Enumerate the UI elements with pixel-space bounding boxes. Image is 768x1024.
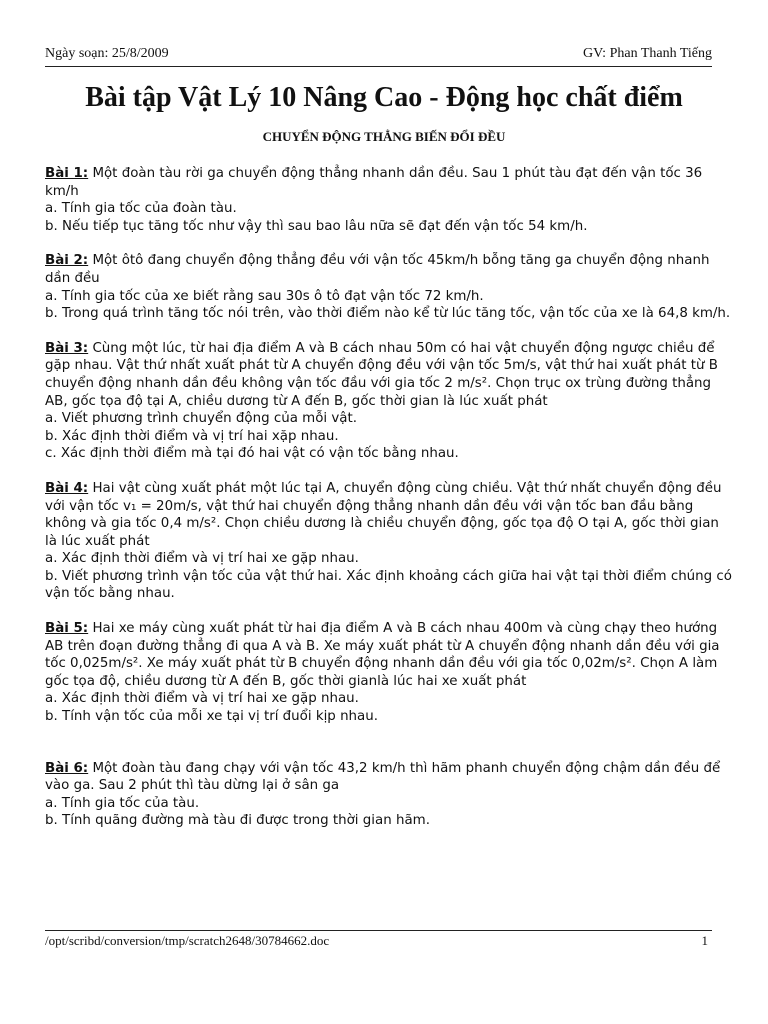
problem-label: Bài 3: [45, 340, 89, 356]
problem-part: b. Xác định thời điểm và vị trí hai xặp nhau. [45, 428, 339, 444]
problem-part: c. Xác định thời điểm mà tại đó hai vật có vận tốc bằng nhau. [45, 446, 459, 462]
problem-text: Hai vật cùng xuất phát một lúc tại A, chuyển động cùng chiều. Vật thứ nhất chuyển động đều với vận tốc v₁ = 20m/s, vật thứ hai chuyển động thẳng nhanh dần đều với vận tốc ban đầu bằng không và gia tốc 0,4 m/s². Chọn chiều dương là chiều chuyển động, gốc tọa độ O tại A, gốc thời gian là lúc xuất phát [45, 480, 722, 549]
problem-label: Bài 1: [45, 166, 89, 181]
problem-statement [45, 760, 735, 795]
page-title: Bài tập Vật Lý 10 Nâng Cao - Động học chất điểm [85, 82, 683, 113]
problem-label: Bài 5: [45, 621, 89, 637]
problem-part: a. Viết phương trình chuyển động của mỗi vật. [45, 411, 358, 427]
problem-text: Cùng một lúc, từ hai địa điểm A và B cách nhau 50m có hai vật chuyển động ngược chiều để gặp nhau. Vật thứ nhất xuất phát từ A chuyển động đều với vận tốc 5m/s, vật thứ hai xuất phát từ B chuyển động nhanh dần đều không vận tốc đầu với gia tốc 2 m/s². Chọn trục ox trùng đường thẳng AB, gốc tọa độ tại A, chiều dương từ A đến B, gốc thời gian là lúc xuất phát [45, 340, 718, 409]
page-number: 1 [701, 933, 708, 948]
footer-file-path: /opt/scribd/conversion/tmp/scratch2648/30784662.doc [45, 933, 330, 948]
problem-part: b. Trong quá trình tăng tốc nói trên, vào thời điểm nào kể từ lúc tăng tốc, vận tốc của xe là 64,8 km/h. [45, 306, 731, 322]
problem-4 [45, 480, 735, 603]
problem-statement [45, 252, 735, 287]
page-header [45, 46, 712, 64]
problem-text: Một ôtô đang chuyển động thẳng đều với vận tốc 45km/h bỗng tăng ga chuyển động nhanh dần đều [45, 253, 710, 286]
header-author: GV: Phan Thanh Tiếng [583, 46, 712, 61]
problem-label: Bài 6: [45, 760, 89, 776]
footer-divider [45, 930, 712, 931]
problem-5 [45, 620, 735, 726]
problem-part: a. Xác định thời điểm và vị trí hai xe gặp nhau. [45, 551, 359, 567]
problem-part: a. Tính gia tốc của đoàn tàu. [45, 201, 237, 217]
page-footer [45, 933, 712, 951]
problem-label: Bài 2: [45, 253, 89, 269]
problem-statement [45, 340, 735, 410]
header-divider [45, 66, 712, 67]
problem-part: a. Xác định thời điểm và vị trí hai xe gặp nhau. [45, 691, 359, 707]
header-date: Ngày soạn: 25/8/2009 [45, 46, 169, 61]
problem-text: Hai xe máy cùng xuất phát từ hai địa điểm A và B cách nhau 400m và cùng chạy theo hướng AB trên đoạn đường thẳng đi qua A và B. Xe máy xuất phát từ A chuyển động nhanh dần đều với gia tốc 0,025m/s². Xe máy xuất phát từ B chuyển động nhanh dần đều với gia tốc 0,02m/s². Chọn A làm gốc tọa độ, chiều dương từ A đến B, gốc thời gianlà lúc hai xe xuất phát [45, 621, 720, 689]
problem-statement [45, 165, 735, 200]
problem-2 [45, 252, 735, 322]
problem-text: Một đoàn tàu đang chạy với vận tốc 43,2 km/h thì hãm phanh chuyển động chậm dần đều để vào ga. Sau 2 phút thì tàu dừng lại ở sân ga [45, 760, 721, 794]
problem-label: Bài 4: [45, 480, 89, 496]
problem-part: a. Tính gia tốc của xe biết rằng sau 30s ô tô đạt vận tốc 72 km/h. [45, 288, 484, 304]
problem-part: b. Nếu tiếp tục tăng tốc như vậy thì sau bao lâu nữa sẽ đạt đến vận tốc 54 km/h. [45, 218, 588, 234]
problem-part: b. Tính vận tốc của mỗi xe tại vị trí đuổi kịp nhau. [45, 709, 378, 725]
problem-part: b. Viết phương trình vận tốc của vật thứ hai. Xác định khoảng cách giữa hai vật tại thời điểm chúng có vận tốc bằng nhau. [45, 568, 732, 602]
problem-1 [45, 165, 735, 235]
problem-part: b. Tính quãng đường mà tàu đi được trong thời gian hãm. [45, 813, 430, 829]
problem-text: Một đoàn tàu rời ga chuyển động thẳng nhanh dần đều. Sau 1 phút tàu đạt đến vận tốc 36 km/h [45, 166, 703, 199]
problem-6 [45, 760, 735, 830]
problem-3 [45, 340, 735, 463]
problem-statement [45, 620, 735, 690]
problem-statement [45, 480, 735, 550]
problem-part: a. Tính gia tốc của tàu. [45, 795, 200, 811]
section-subtitle: CHUYỂN ĐỘNG THẲNG BIẾN ĐỔI ĐỀU [262, 129, 506, 144]
problem-list [45, 165, 735, 830]
